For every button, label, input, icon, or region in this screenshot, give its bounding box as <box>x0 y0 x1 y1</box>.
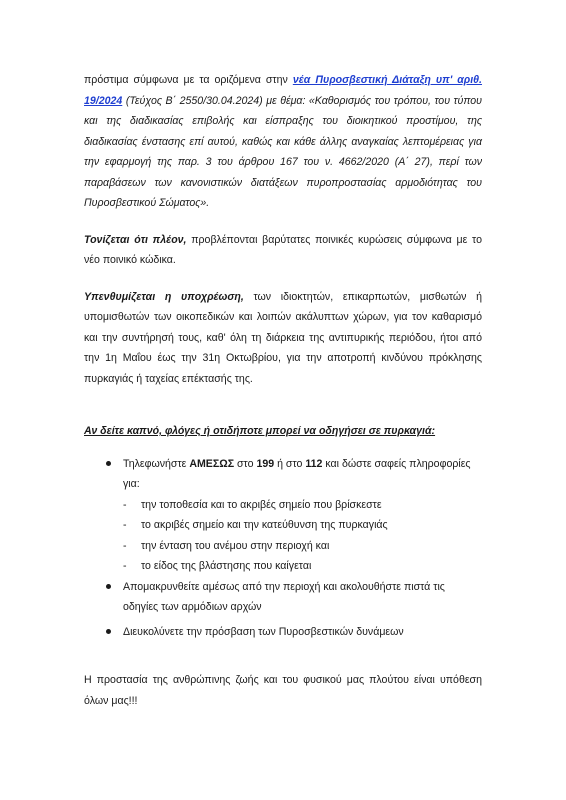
instructions-list <box>84 454 482 643</box>
call-text-2: στο <box>234 457 257 470</box>
obligation-paragraph <box>84 287 482 390</box>
p2-text: προβλέπονται βαρύτατες ποινικές κυρώσεις σύμφωνα με το νέο ποινικό κώδικα. <box>84 233 482 266</box>
sublist-item-text: την ένταση του ανέμου στην περιοχή και <box>141 539 330 552</box>
dash-icon: - <box>123 560 127 572</box>
fine-regulation-paragraph <box>84 70 482 214</box>
call-text-3: ή στο <box>274 457 306 470</box>
list-item-access <box>106 622 482 643</box>
bullet-icon <box>106 461 111 466</box>
p1-lead-text: πρόστιμα σύμφωνα με τα οριζόμενα στην <box>84 74 293 86</box>
dash-icon: - <box>123 498 127 511</box>
fire-regulation-link[interactable]: νέα Πυροσβεστική Διάταξη υπ' αριθ. 19/2024 <box>84 74 483 107</box>
instructions-heading: Αν δείτε καπνό, φλόγες ή οτιδήποτε μπορεί να οδηγήσει σε πυρκαγιά: <box>84 425 436 437</box>
sublist-item <box>123 495 482 516</box>
evacuate-text: Απομακρυνθείτε αμέσως από την περιοχή και ακολουθήστε πιστά τις οδηγίες των αρμόδιων αρχών <box>123 580 445 613</box>
info-sublist <box>123 495 482 577</box>
sublist-item-text: το ακριβές σημείο και την κατεύθυνση της πυρκαγιάς <box>141 519 388 531</box>
call-text: Τηλεφωνήστε <box>123 457 190 470</box>
call-text-4: και δώστε σαφείς πληροφορίες για: <box>123 457 471 490</box>
p3-emphasis: Υπενθυμίζεται η υποχρέωση, <box>84 290 244 303</box>
p2-emphasis: Τονίζεται ότι πλέον, <box>84 233 187 246</box>
access-text: Διευκολύνετε την πρόσβαση των Πυροσβεστικών δυνάμεων <box>123 625 404 638</box>
sublist-item-text: την τοποθεσία και το ακριβές σημείο που βρίσκεστε <box>141 498 382 511</box>
sublist-item <box>123 515 482 536</box>
dash-icon: - <box>123 539 127 552</box>
penalties-paragraph <box>84 230 482 271</box>
sublist-item <box>123 536 482 557</box>
closing-paragraph: Η προστασία της ανθρώπινης ζωής και του φυσικού μας πλούτου είναι υπόθεση όλων μας!!! <box>84 674 482 707</box>
fire-service-number: 199 <box>256 457 275 470</box>
p3-text: των ιδιοκτητών, επικαρπωτών, μισθωτών ή υπομισθωτών των οικοπεδικών και λοιπών ακάλυπτων χώρων, για τον καθαρισμό και την συντήρησή τους, καθ' όλη τη διάρκεια της αντιπυρικής περιόδου, ήτοι από την 1η Μαΐου έως την 31η Οκτωβρίου, για την αποτροπή κινδύνου πρόκλησης πυρκαγιάς ή ταχείας επέκτασής της. <box>84 290 482 385</box>
dash-icon: - <box>123 519 127 531</box>
sublist-item <box>123 556 482 577</box>
bullet-icon <box>106 629 111 634</box>
sublist-item-text: το είδος της βλάστησης που καίγεται <box>141 560 312 572</box>
p1-regulation-details: (Τεύχος Β΄ 2550/30.04.2024) με θέμα: «Καθορισμός του τρόπου, του τύπου και της διαδικασίας επιβολής και είσπραξης του διοικητικού προστίμου, της διαδικασίας ένστασης επί αυτού, καθώς και κάθε άλλης αναγκαίας λεπτομέρειας για την εφαρμογή της παρ. 3 του άρθρου 167 του ν. 4662/2020 (Α΄ 27), περί των παραβάσεων των κανονιστικών διατάξεων πυροπροστασίας αρμοδιότητας του Πυροσβεστικού Σώματος». <box>84 94 482 209</box>
call-immediately: ΑΜΕΣΩΣ <box>189 457 235 470</box>
emergency-number: 112 <box>305 457 323 470</box>
list-item-evacuate <box>106 577 482 618</box>
list-item-call <box>106 454 482 577</box>
bullet-icon <box>106 584 111 589</box>
